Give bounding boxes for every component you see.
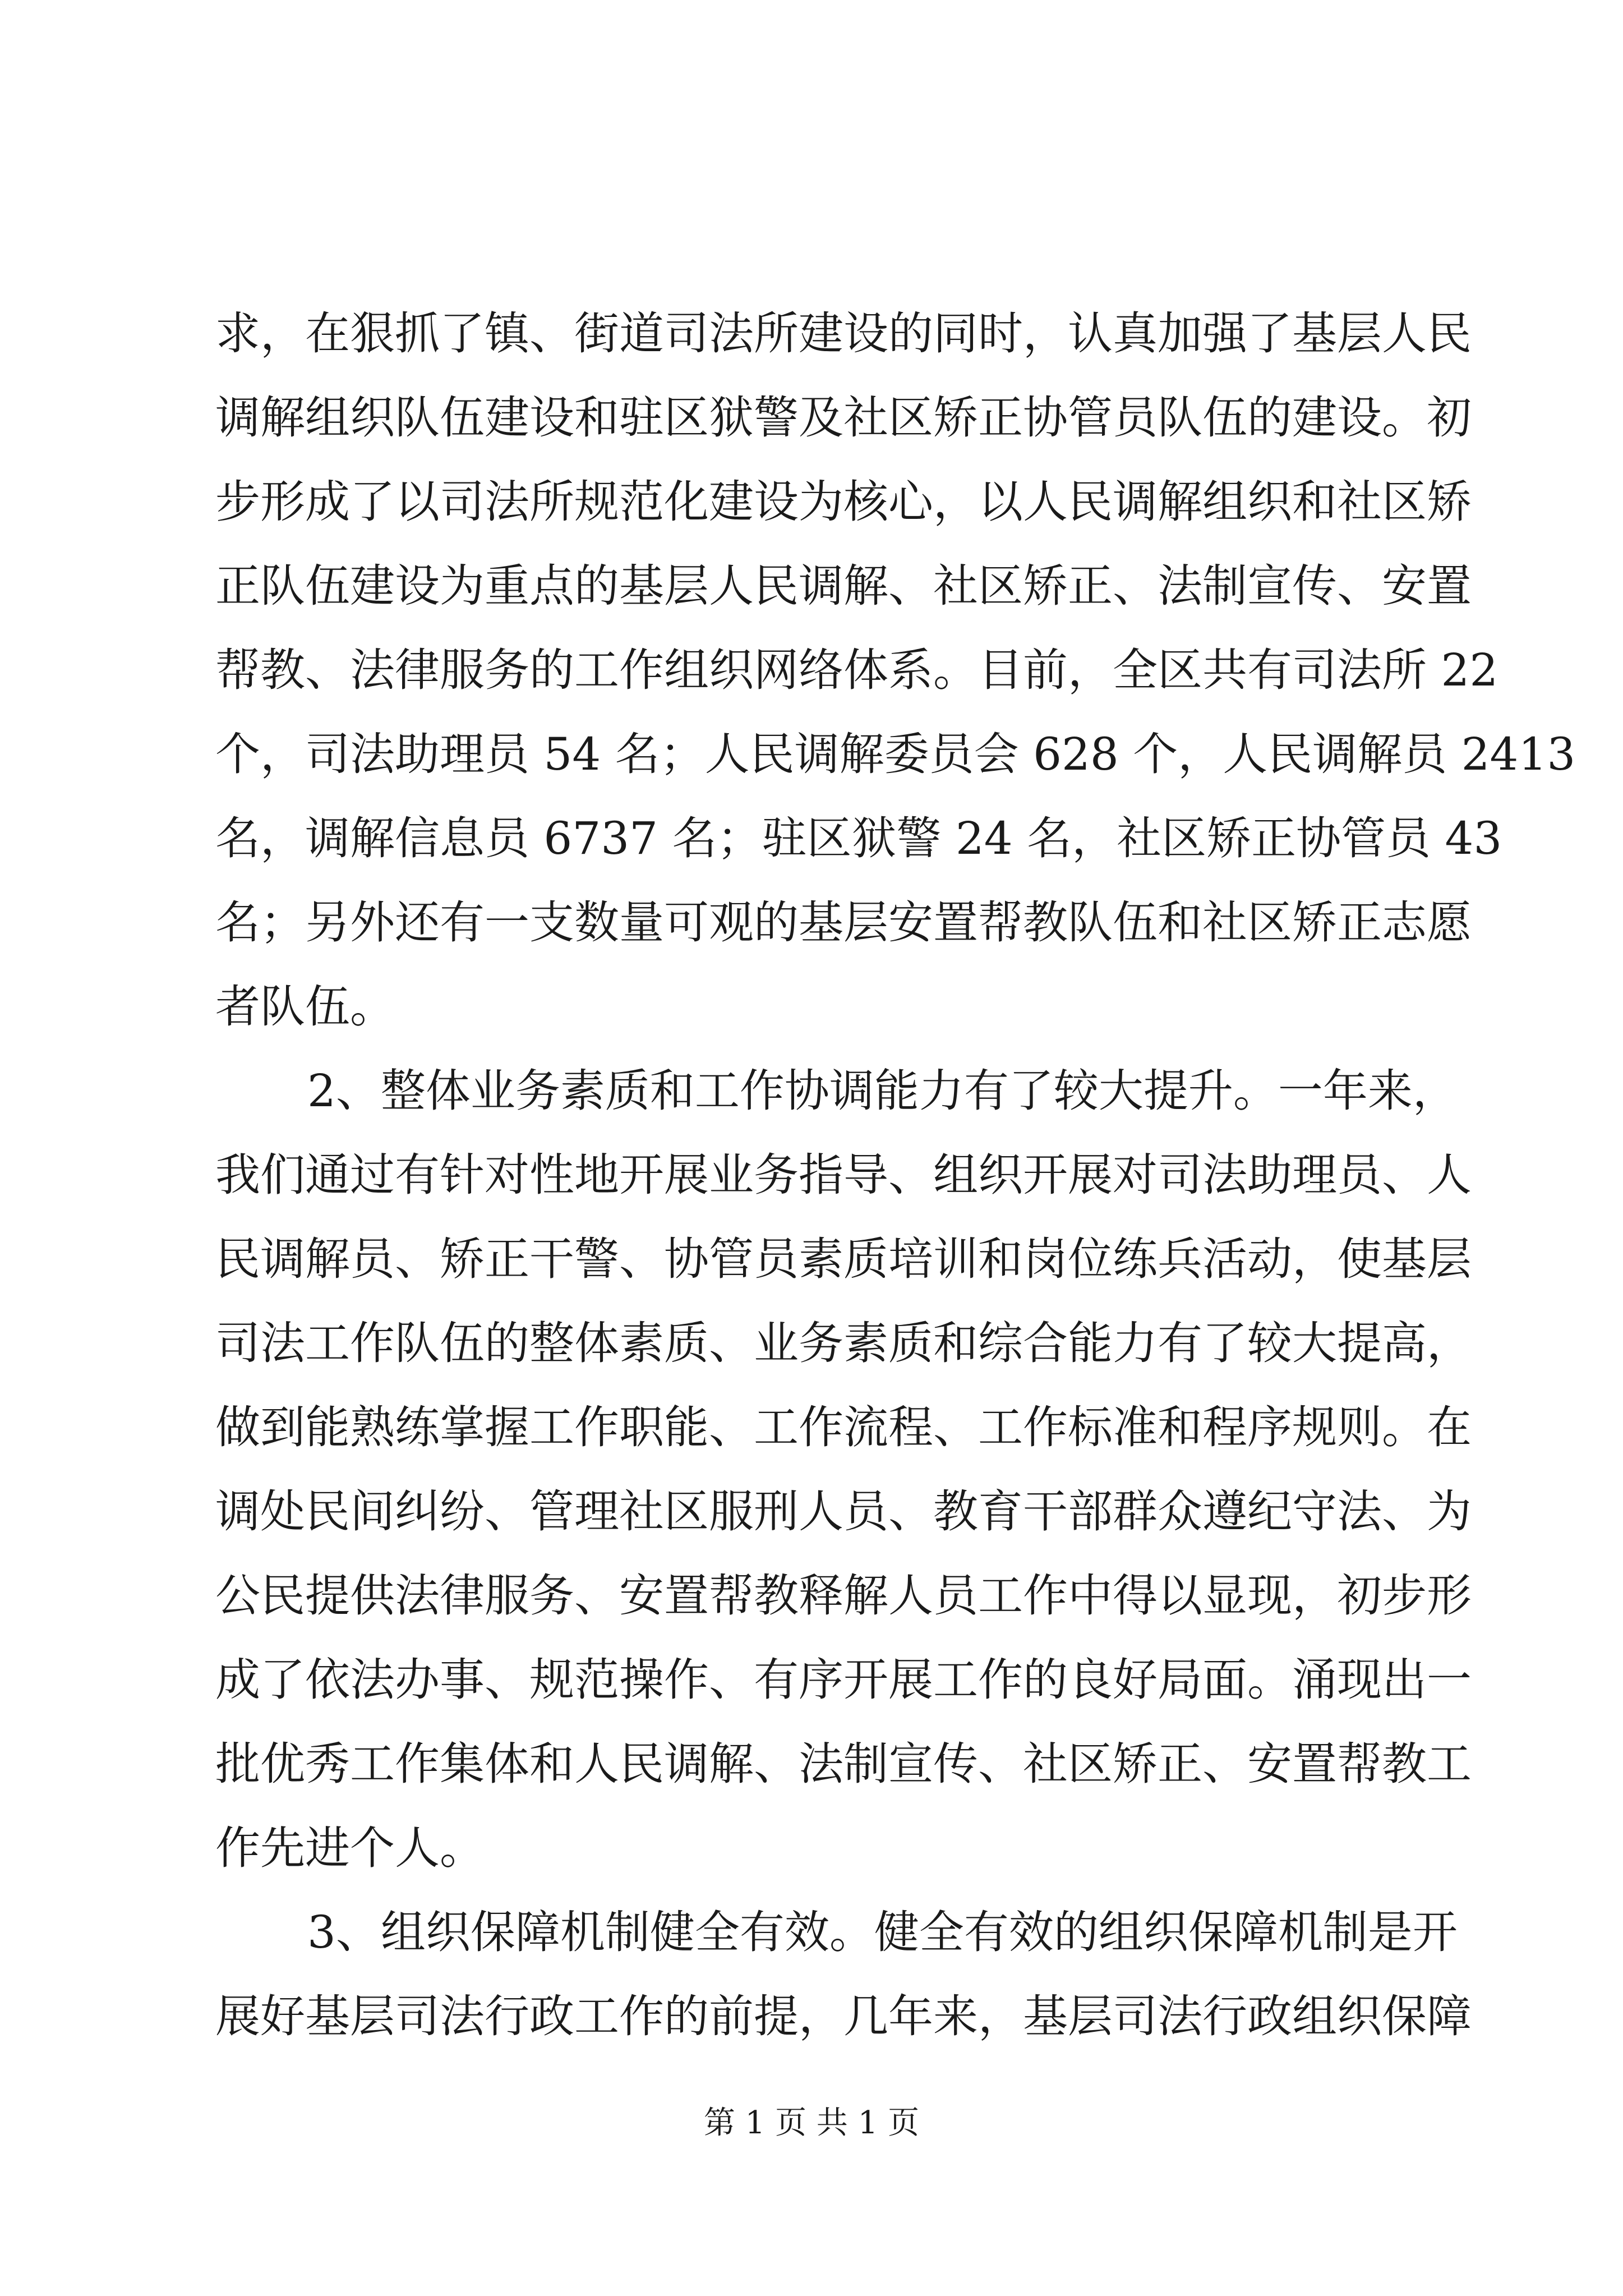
text-line: 者队伍。 [215,981,395,1033]
page-footer: 第 1 页 共 1 页 [703,2105,920,2141]
text-line: 帮教、法律服务的工作组织网络体系。目前，全区共有司法所 22 [215,644,1498,696]
document-body [215,292,1576,2059]
text-line: 民调解员、矫正干警、协管员素质培训和岗位练兵活动，使基层 [215,1233,1472,1285]
text-line: 展好基层司法行政工作的前提，几年来，基层司法行政组织保障 [215,1990,1472,2042]
paragraph-start-line: 3、组织保障机制健全有效。健全有效的组织保障机制是开 [307,1906,1458,1958]
text-line: 调解组织队伍建设和驻区狱警及社区矫正协管员队伍的建设。初 [215,392,1472,444]
text-line: 批优秀工作集体和人民调解、法制宣传、社区矫正、安置帮教工 [215,1738,1472,1790]
text-line: 个，司法助理员 54 名；人民调解委员会 628 个，人民调解员 2413 [215,728,1576,780]
text-line: 求，在狠抓了镇、街道司法所建设的同时，认真加强了基层人民 [215,307,1472,360]
text-line: 名；另外还有一支数量可观的基层安置帮教队伍和社区矫正志愿 [215,896,1472,949]
paragraph-start-line: 2、整体业务素质和工作协调能力有了较大提升。一年来， [307,1065,1458,1117]
text-line: 公民提供法律服务、安置帮教释解人员工作中得以显现，初步形 [215,1570,1472,1622]
text-line: 正队伍建设为重点的基层人民调解、社区矫正、法制宣传、安置 [215,560,1472,612]
text-line: 成了依法办事、规范操作、有序开展工作的良好局面。涌现出一 [215,1654,1472,1706]
text-line: 做到能熟练掌握工作职能、工作流程、工作标准和程序规则。在 [215,1401,1472,1453]
text-line: 名，调解信息员 6737 名；驻区狱警 24 名，社区矫正协管员 43 [215,812,1502,864]
text-line: 司法工作队伍的整体素质、业务素质和综合能力有了较大提高， [215,1317,1472,1369]
text-line: 我们通过有针对性地开展业务指导、组织开展对司法助理员、人 [215,1149,1472,1201]
text-line: 步形成了以司法所规范化建设为核心，以人民调解组织和社区矫 [215,476,1472,528]
text-line: 作先进个人。 [215,1822,485,1874]
text-line: 调处民间纠纷、管理社区服刑人员、教育干部群众遵纪守法、为 [215,1485,1472,1538]
